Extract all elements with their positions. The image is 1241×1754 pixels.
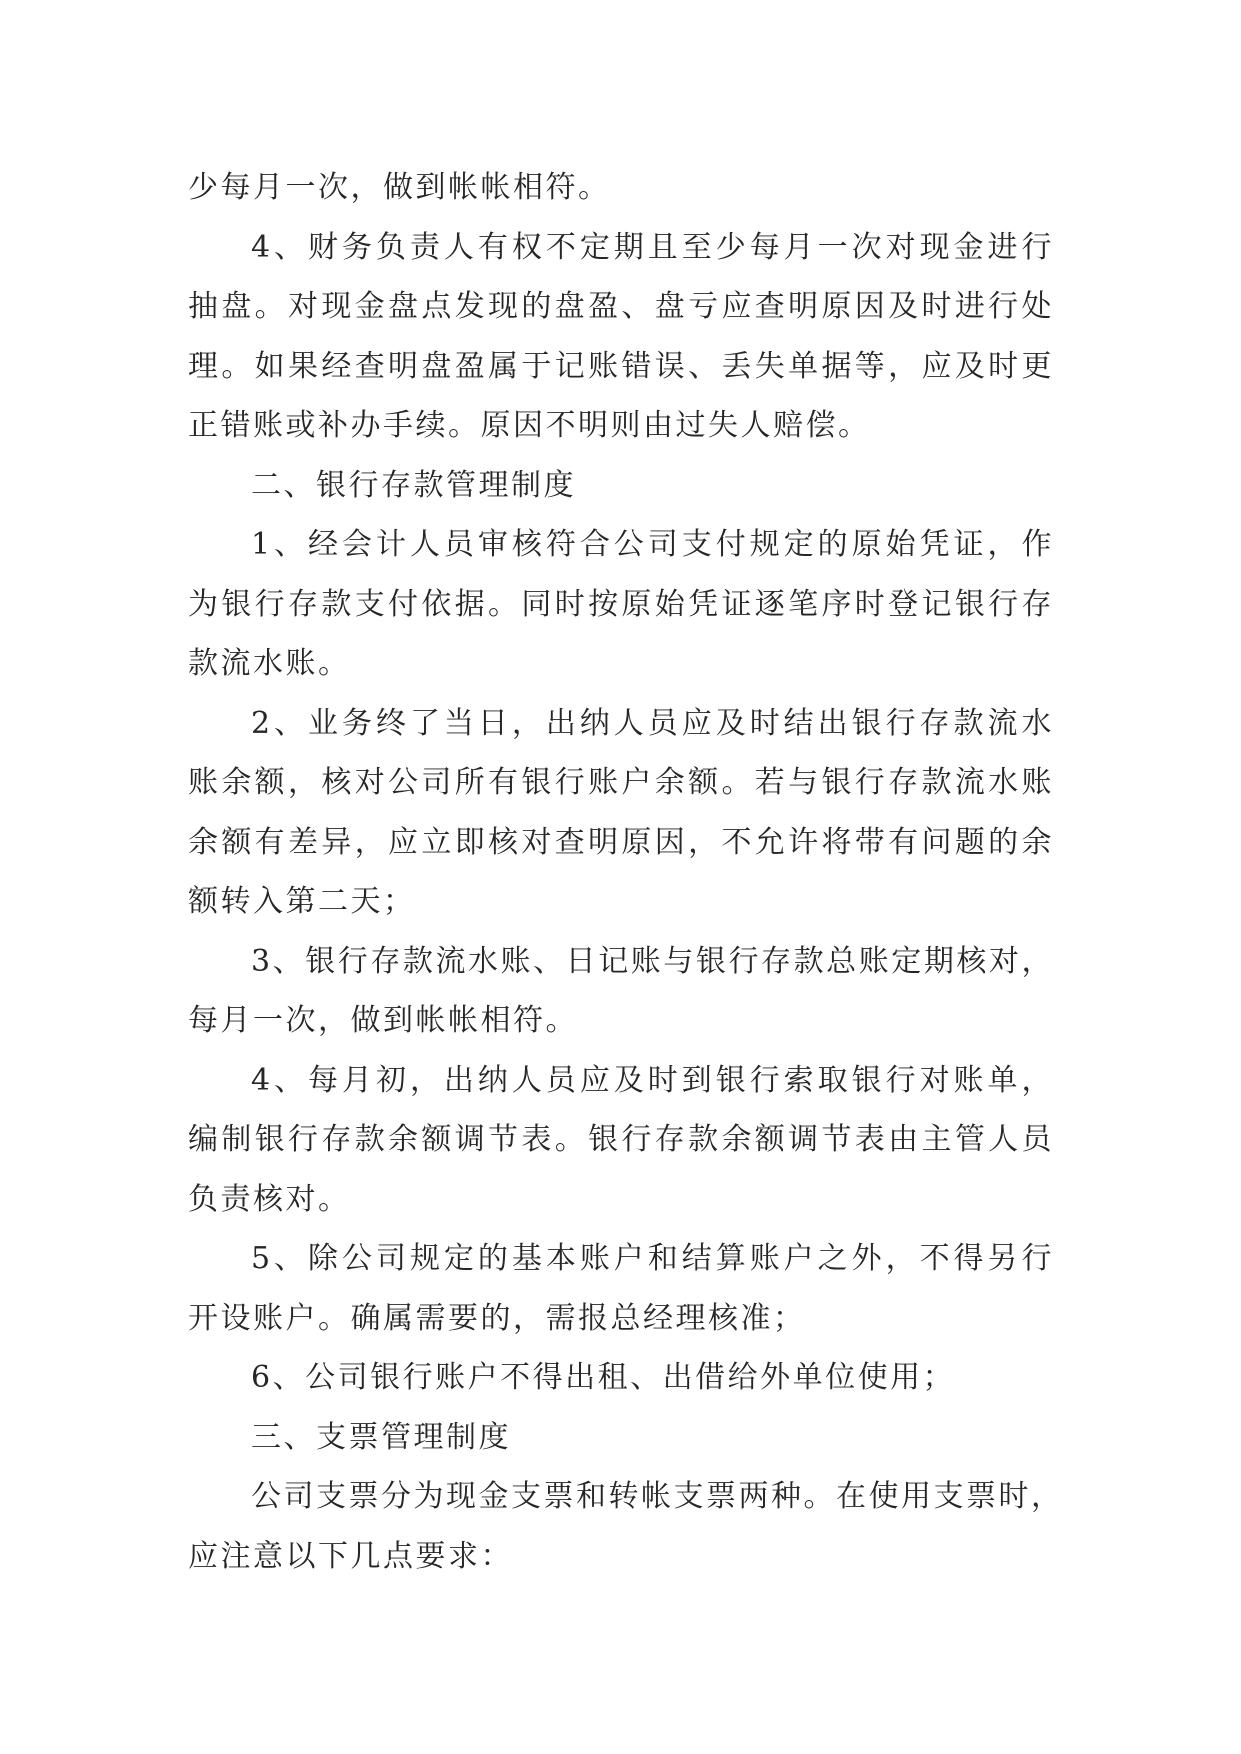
paragraph-bank-item-5 bbox=[188, 1229, 1054, 1348]
text-line: 三、支票管理制度 bbox=[251, 1419, 511, 1455]
text-line: 少每月一次，做到帐帐相符。 bbox=[188, 170, 611, 205]
text-line: 抽盘。对现金盘点发现的盘盈、盘亏应查明原因及时进行处 bbox=[188, 289, 1054, 324]
paragraph-bank-item-4 bbox=[188, 1051, 1054, 1230]
text-line: 额转入第二天； bbox=[188, 884, 416, 919]
text-line: 2、业务终了当日，出纳人员应及时结出银行存款流水 bbox=[251, 705, 1054, 741]
text-line: 余额有差异，应立即核对查明原因，不允许将带有问题的余 bbox=[188, 824, 1054, 860]
paragraph-check-intro bbox=[188, 1467, 1064, 1586]
text-line: 编制银行存款余额调节表。银行存款余额调节表由主管人员 bbox=[188, 1122, 1054, 1157]
paragraph-cash-spot-check bbox=[188, 218, 1054, 456]
paragraph-bank-item-3 bbox=[188, 932, 1054, 1051]
section-heading-check-management bbox=[188, 1408, 1054, 1468]
text-line: 每月一次，做到帐帐相符。 bbox=[188, 1003, 578, 1038]
text-line: 4、每月初，出纳人员应及时到银行索取银行对账单， bbox=[251, 1062, 1054, 1098]
text-line: 二、银行存款管理制度 bbox=[251, 467, 576, 503]
text-line: 账余额，核对公司所有银行账户余额。若与银行存款流水账 bbox=[188, 765, 1054, 800]
paragraph-bank-item-6 bbox=[188, 1348, 1054, 1408]
text-line: 6、公司银行账户不得出租、出借给外单位使用； bbox=[251, 1360, 956, 1395]
text-line: 正错账或补办手续。原因不明则由过失人赔偿。 bbox=[188, 408, 871, 443]
text-line: 负责核对。 bbox=[188, 1181, 351, 1217]
text-line: 3、银行存款流水账、日记账与银行存款总账定期核对， bbox=[251, 943, 1054, 979]
paragraph-bank-item-1 bbox=[188, 515, 1054, 694]
text-line: 开设账户。确属需要的，需报总经理核准； bbox=[188, 1300, 806, 1336]
text-line: 1、经会计人员审核符合公司支付规定的原始凭证，作 bbox=[251, 527, 1054, 562]
text-line: 公司支票分为现金支票和转帐支票两种。在使用支票时， bbox=[251, 1479, 1064, 1514]
text-line: 款流水账。 bbox=[188, 646, 351, 681]
paragraph-bank-item-2 bbox=[188, 694, 1054, 932]
document-body bbox=[188, 158, 1064, 1586]
text-line: 4、财务负责人有权不定期且至少每月一次对现金进行 bbox=[251, 229, 1054, 265]
text-line: 应注意以下几点要求： bbox=[188, 1538, 513, 1574]
text-line: 5、除公司规定的基本账户和结算账户之外，不得另行 bbox=[251, 1241, 1054, 1276]
text-line: 为银行存款支付依据。同时按原始凭证逐笔序时登记银行存 bbox=[188, 586, 1054, 622]
paragraph-continuation bbox=[188, 158, 1054, 218]
text-line: 理。如果经查明盘盈属于记账错误、丢失单据等，应及时更 bbox=[188, 348, 1054, 384]
section-heading-bank-deposit bbox=[188, 456, 1054, 516]
